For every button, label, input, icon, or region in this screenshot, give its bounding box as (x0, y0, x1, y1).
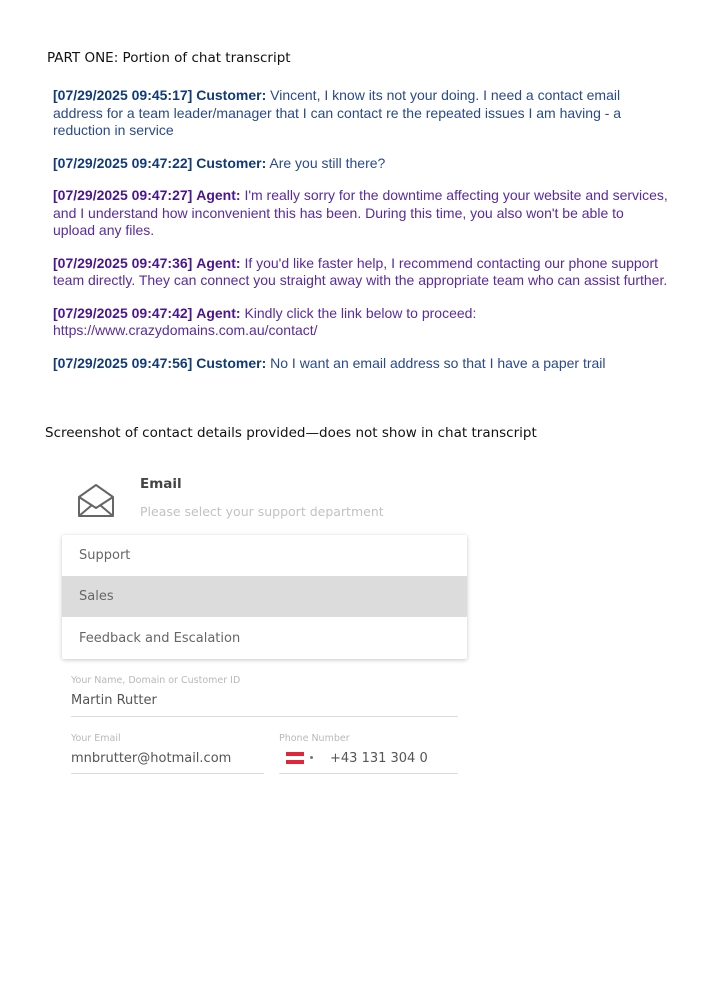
message-timestamp: [07/29/2025 09:47:36] (53, 254, 193, 271)
email-field-label: Your Email (71, 733, 121, 744)
message-speaker: Agent: (196, 254, 241, 271)
message-speaker: Customer: (196, 87, 267, 103)
austria-flag-icon[interactable] (286, 752, 304, 764)
email-title: Email (140, 476, 182, 492)
envelope-icon (76, 481, 116, 519)
message-text: If you'd like faster help, I recommend contacting our phone support team directly. They can connect you straight away with the appropriate team who can assist further. (53, 254, 668, 288)
option-support[interactable]: Support (79, 548, 131, 563)
message-speaker: Customer: (196, 354, 267, 371)
message-text: Kindly click the link below to proceed: https://www.crazydomains.com.au/contact/ (53, 304, 477, 338)
chat-transcript (53, 87, 668, 387)
chat-message (53, 255, 668, 290)
message-text: No I want an email address so that I have a paper trail (270, 354, 606, 371)
message-timestamp: [07/29/2025 09:45:17] (53, 87, 193, 103)
chat-message (53, 305, 668, 340)
department-select-placeholder[interactable]: Please select your support department (140, 504, 384, 519)
phone-field-label: Phone Number (279, 733, 350, 744)
message-timestamp: [07/29/2025 09:47:22] (53, 154, 193, 171)
email-field-underline (71, 773, 264, 774)
country-dropdown-dot-icon[interactable] (310, 756, 313, 759)
chat-message (53, 87, 668, 140)
option-feedback-escalation[interactable]: Feedback and Escalation (79, 631, 241, 646)
name-field-underline (71, 716, 458, 717)
message-speaker: Agent: (196, 304, 241, 321)
name-field-label: Your Name, Domain or Customer ID (71, 675, 241, 686)
chat-message (53, 187, 668, 240)
email-field[interactable]: mnbrutter@hotmail.com (71, 751, 232, 766)
phone-field-underline (279, 773, 458, 774)
screenshot-heading: Screenshot of contact details provided—does not show in chat transcript (45, 425, 537, 441)
message-text: Vincent, I know its not your doing. I need a contact email address for a team leader/manager that I can contact re the repeated issues I am having - a reduction in service (53, 87, 622, 138)
message-speaker: Customer: (196, 154, 267, 171)
message-timestamp: [07/29/2025 09:47:42] (53, 304, 193, 321)
part-one-heading: PART ONE: Portion of chat transcript (47, 50, 291, 66)
message-text: Are you still there? (269, 154, 386, 171)
phone-field[interactable]: +43 131 304 0 (330, 751, 428, 766)
message-text: I'm really sorry for the downtime affecting your website and services, and I understand how inconvenient this has been. During this time, you also won't be able to upload any files. (53, 187, 668, 238)
chat-message (53, 355, 668, 373)
option-sales[interactable]: Sales (62, 576, 467, 617)
message-timestamp: [07/29/2025 09:47:56] (53, 354, 193, 371)
name-field[interactable]: Martin Rutter (71, 693, 157, 708)
message-speaker: Agent: (196, 187, 241, 203)
department-dropdown (62, 535, 467, 659)
chat-message (53, 155, 668, 173)
message-timestamp: [07/29/2025 09:47:27] (53, 187, 193, 203)
